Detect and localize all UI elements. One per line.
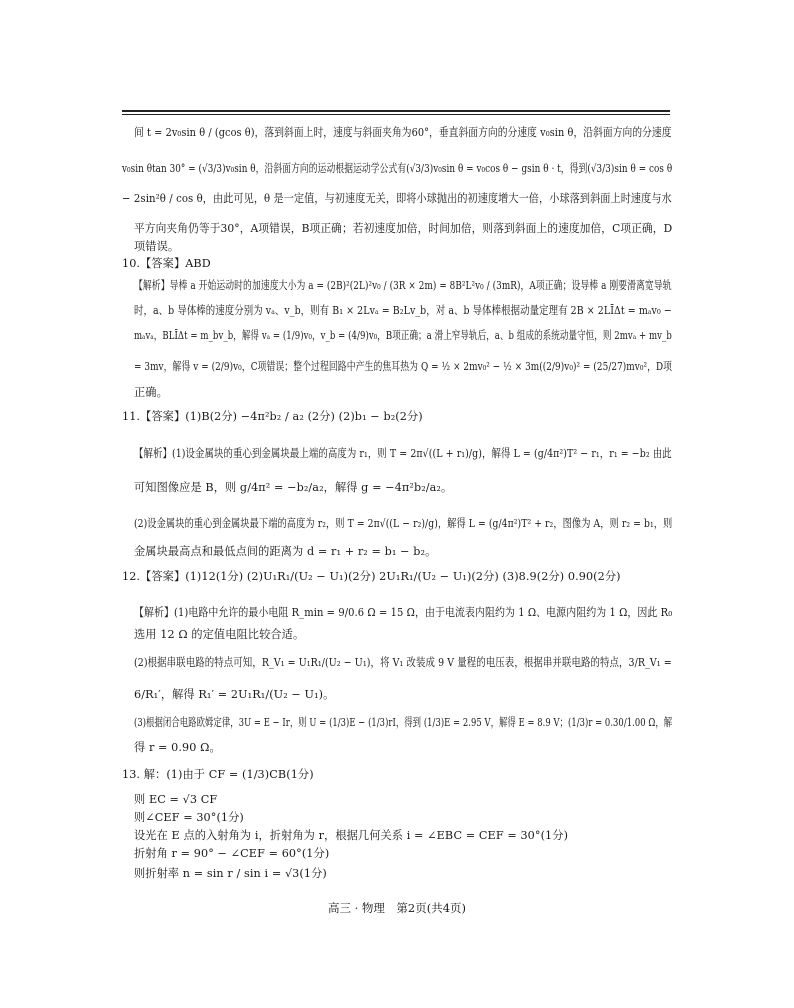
- text-line: 则∠CEF = 30°(1分): [134, 811, 244, 824]
- text-line: 金属块最高点和最低点间的距离为 d = r₁ + r₂ = b₁ − b₂。: [134, 545, 437, 558]
- text-line: 可知图像应是 B，则 g/4π² = −b₂/a₂，解得 g = −4π²b₂/a₂。: [134, 481, 453, 494]
- text-line: 间 t = 2v₀sin θ / (gcos θ)，落到斜面上时，速度与斜面夹角为60°，垂直斜面方向的分速度 v₀sin θ，沿斜面方向的分速度: [134, 126, 672, 139]
- text-line: 得 r = 0.90 Ω。: [134, 741, 221, 754]
- text-line: 设光在 E 点的入射角为 i，折射角为 r，根据几何关系 i = ∠EBC = CEF = 30°(1分): [134, 829, 569, 842]
- text-line: 【解析】(1)设金属块的重心到金属块最上端的高度为 r₁，则 T = 2π√((L + r₁)/g)，解得 L = (g/4π²)T² − r₁，r₁ = −b₂ 由此: [134, 447, 672, 460]
- text-line: 项错误。: [134, 240, 180, 253]
- text-line: 【解析】导棒 a 开始运动时的加速度大小为 a = (2B)²(2L)²v₀ / (3R × 2m) = 8B²L²v₀ / (3mR)，A项正确；设导棒 a 刚要滑离宽导轨: [134, 279, 672, 292]
- text-line: (2)设金属块的重心到金属块最下端的高度为 r₂，则 T = 2π√((L − r₂)/g)，解得 L = (g/4π²)T² + r₂，图像为 A，则 r₂ = b₁，则: [134, 517, 673, 530]
- text-line: − 2sin²θ / cos θ，由此可见，θ 是一定值，与初速度无关，即将小球抛出的初速度增大一倍，小球落到斜面上时速度与水: [122, 192, 672, 205]
- text-line: mₐvₐ，BLĪΔt = m_bv_b，解得 vₐ = (1/9)v₀，v_b = (4/9)v₀，B项正确；a 滑上窄导轨后，a、b 组成的系统动量守恒，则 2mvₐ + mv_b: [134, 329, 672, 342]
- text-line: 选用 12 Ω 的定值电阻比较合适。: [134, 628, 305, 641]
- answer-10-heading: 10.【答案】ABD: [122, 257, 211, 270]
- page-footer: 高三 · 物理 第2页(共4页): [327, 901, 467, 915]
- answer-11-heading: 11.【答案】(1)B(2分) −4π²b₂ / a₂ (2分) (2)b₁ − b₂(2分): [122, 410, 423, 423]
- text-line: v₀sin θtan 30° = (√3/3)v₀sin θ，沿斜面方向的运动根据运动学公式有(√3/3)v₀sin θ = v₀cos θ − gsin θ · t，得到(√3/3)sin θ = cos θ: [122, 162, 673, 175]
- text-line: 正确。: [134, 386, 168, 399]
- text-line: = 3mv，解得 v = (2/9)v₀，C项错误；整个过程回路中产生的焦耳热为 Q = ½ × 2mv₀² − ½ × 3m((2/9)v₀)² = (25/27)mv₀²，D项: [134, 360, 673, 373]
- text-line: 平方向夹角仍等于30°，A项错误，B项正确；若初速度加倍，时间加倍，则落到斜面上的速度加倍，C项正确，D: [134, 222, 673, 235]
- answer-13-heading: 13. 解：(1)由于 CF = (1/3)CB(1分): [122, 768, 314, 781]
- text-line: 则 EC = √3 CF: [134, 793, 218, 806]
- header-rule-thick: [122, 110, 670, 112]
- text-line: 时，a、b 导体棒的速度分别为 vₐ、v_b，则有 B₁ × 2Lvₐ = B₂Lv_b，对 a、b 导体棒根据动量定理有 2B × 2LĪΔt = mₐv₀ −: [134, 304, 672, 317]
- text-line: 【解析】(1)电路中允许的最小电阻 R_min = 9/0.6 Ω = 15 Ω，由于电流表内阻约为 1 Ω、电源内阻约为 1 Ω，因此 R₀: [134, 606, 673, 619]
- text-line: (2)根据串联电路的特点可知，R_V₁ = U₁R₁/(U₂ − U₁)，将 V₁ 改装成 9 V 量程的电压表，根据串并联电路的特点，3/R_V₁ =: [134, 656, 672, 669]
- text-line: 折射角 r = 90° − ∠CEF = 60°(1分): [134, 847, 330, 860]
- header-rule-thin: [122, 114, 670, 115]
- text-line: 6/R₁′，解得 R₁′ = 2U₁R₁/(U₂ − U₁)。: [134, 688, 335, 701]
- text-line: 则折射率 n = sin r / sin i = √3(1分): [134, 867, 327, 880]
- answer-12-heading: 12.【答案】(1)12(1分) (2)U₁R₁/(U₂ − U₁)(2分) 2U₁R₁/(U₂ − U₁)(2分) (3)8.9(2分) 0.90(2分): [122, 570, 621, 583]
- text-line: (3)根据闭合电路欧姆定律，3U = E − Ir，则 U = (1/3)E − (1/3)rI，得到 (1/3)E = 2.95 V，解得 E = 8.9 V；(1/3)r = 0.30/1.00 Ω，解: [134, 716, 673, 729]
